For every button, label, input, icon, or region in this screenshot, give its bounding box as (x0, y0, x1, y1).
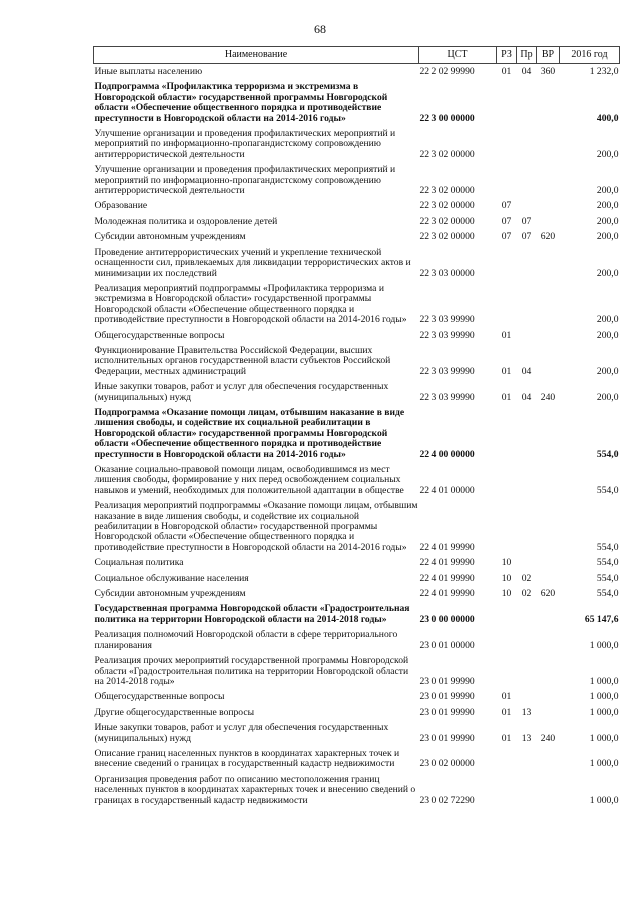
row-vr-cell (537, 653, 560, 689)
row-pr-cell (517, 462, 537, 498)
row-vr-cell (537, 281, 560, 328)
row-name-cell: Оказание социально-правовой помощи лицам, освободившимся из мест лишения свободы, формирование у них перед освобождением социальных навыков и умений, необходимых для положительной адаптации в обществе (94, 464, 404, 496)
row-name-cell: Реализация прочих мероприятий государственной программы Новгородской области «Градостроительная политика на территории Новгородской области на 2014-2018 годы» (94, 655, 409, 687)
row-pr-cell (517, 405, 537, 462)
row-vr-cell (537, 689, 560, 704)
row-name-cell: Организация проведения работ по описанию местоположения границ населенных пунктов в координатах характерных точек и внесению сведений о границах в государственный кадастр недвижимости (94, 773, 416, 806)
row-name-cell: Реализация мероприятий подпрограммы «Оказание помощи лицам, отбывшим наказание в виде лишения свободы, и содействие их социальной реабилитации в Новгородской области» государственной программы Новгородской области «Обеспечение общественного порядка и противодействие преступности в Новгородской области на 2014-2016 годы» (94, 500, 418, 553)
table-body (94, 64, 620, 808)
row-vr-cell (537, 772, 560, 808)
table-row (94, 229, 620, 244)
row-amount-cell: 1 232,0 (589, 66, 619, 77)
row-cst-cell: 22 3 03 00000 (419, 267, 475, 279)
row-amount-cell: 1 000,0 (589, 639, 619, 651)
table-row (94, 64, 620, 80)
row-vr-cell (537, 627, 560, 653)
row-name-cell: Реализация мероприятий подпрограммы «Профилактика терроризма и экстремизма в Новгородской области» государственной программы Новгородской области «Обеспечение общественного порядка и противодействие преступности в Новгородской области на 2014-2016 годы» (94, 282, 407, 326)
row-name-cell: Государственная программа Новгородской области «Градостроительная политика на территории Новгородской области на 2014-2018 годы» (94, 603, 410, 625)
table-row (94, 214, 620, 229)
row-cst-cell: 22 3 03 99990 (419, 391, 475, 403)
row-cst-cell: 23 0 00 00000 (419, 613, 475, 625)
row-pr-cell (517, 162, 537, 198)
row-vr-cell (537, 498, 560, 555)
row-amount-cell: 200,0 (596, 314, 619, 326)
row-amount-cell: 1 000,0 (589, 691, 619, 703)
table-row (94, 627, 620, 653)
row-pr-cell (517, 198, 537, 213)
row-vr-cell: 360 (540, 66, 556, 77)
table-row (94, 126, 620, 162)
table-row (94, 586, 620, 601)
row-pr-cell: 07 (521, 215, 532, 227)
row-name-cell: Иные закупки товаров, работ и услуг для обеспечения государственных (муниципальных) нужд (94, 722, 389, 744)
row-cst-cell: 23 0 01 99990 (419, 732, 475, 744)
row-pr-cell (517, 653, 537, 689)
row-amount-cell: 200,0 (596, 185, 619, 197)
table-row (94, 555, 620, 570)
row-name-cell: Улучшение организации и проведения профилактических мероприятий и мероприятий по информационно-пропагандистскому сопровождению антитеррористической деятельности (94, 164, 396, 197)
row-pr-cell: 07 (521, 231, 532, 243)
row-amount-cell: 1 000,0 (589, 675, 619, 687)
table-row (94, 245, 620, 281)
row-rz-cell (497, 653, 517, 689)
row-cst-cell: 22 3 03 99990 (419, 329, 475, 341)
row-vr-cell (537, 126, 560, 162)
row-vr-cell (537, 198, 560, 213)
row-pr-cell (517, 328, 537, 343)
table-row (94, 79, 620, 126)
row-amount-cell: 200,0 (596, 267, 619, 279)
row-pr-cell: 04 (521, 365, 532, 377)
table-row (94, 328, 620, 343)
row-name-cell: Другие общегосударственные вопросы (94, 706, 255, 718)
column-header-name: Наименование (94, 47, 419, 64)
table-row (94, 405, 620, 462)
column-header-vr: ВР (537, 47, 560, 64)
row-amount-cell: 200,0 (596, 329, 619, 341)
row-cst-cell: 22 4 01 00000 (419, 484, 475, 496)
row-name-cell: Описание границ населенных пунктов в координатах характерных точек и внесение сведений о границах в государственный кадастр недвижимости (94, 747, 400, 770)
row-cst-cell: 22 2 02 99990 (419, 66, 475, 77)
row-cst-cell: 22 3 02 00000 (419, 200, 475, 212)
table-row (94, 281, 620, 328)
row-pr-cell (517, 281, 537, 328)
row-rz-cell (497, 405, 517, 462)
row-rz-cell (497, 79, 517, 126)
row-amount-cell: 1 000,0 (589, 732, 619, 744)
row-rz-cell (497, 627, 517, 653)
row-amount-cell: 200,0 (596, 200, 619, 212)
row-pr-cell: 02 (521, 572, 532, 584)
row-rz-cell (497, 245, 517, 281)
row-cst-cell: 23 0 01 99990 (419, 675, 475, 687)
row-amount-cell: 1 000,0 (589, 758, 619, 770)
row-pr-cell (517, 498, 537, 555)
table-row (94, 746, 620, 772)
row-amount-cell: 1 000,0 (589, 794, 619, 806)
row-rz-cell: 10 (501, 588, 512, 600)
row-pr-cell: 04 (521, 391, 532, 403)
row-rz-cell (497, 772, 517, 808)
table-row (94, 198, 620, 213)
row-cst-cell: 22 4 01 99990 (419, 557, 475, 569)
row-rz-cell: 10 (501, 572, 512, 584)
row-vr-cell (537, 746, 560, 772)
row-name-cell: Социальное обслуживание населения (94, 572, 249, 584)
row-cst-cell: 22 3 02 00000 (419, 185, 475, 197)
row-cst-cell: 23 0 02 72290 (419, 794, 475, 806)
row-pr-cell: 13 (521, 706, 532, 718)
row-cst-cell: 22 3 00 00000 (419, 112, 475, 124)
row-pr-cell (517, 79, 537, 126)
row-pr-cell (517, 627, 537, 653)
row-vr-cell: 620 (540, 588, 556, 600)
row-vr-cell (537, 162, 560, 198)
table-row (94, 498, 620, 555)
row-rz-cell: 01 (501, 329, 512, 341)
row-vr-cell (537, 343, 560, 379)
row-name-cell: Реализация полномочий Новгородской области в сфере территориального планирования (94, 629, 398, 651)
row-name-cell: Молодежная политика и оздоровление детей (94, 215, 278, 227)
row-name-cell: Иные выплаты населению (94, 66, 203, 77)
table-row (94, 705, 620, 720)
row-amount-cell: 554,0 (596, 557, 619, 569)
row-rz-cell: 07 (501, 231, 512, 243)
row-vr-cell: 240 (540, 391, 556, 403)
row-rz-cell (497, 281, 517, 328)
row-cst-cell: 22 3 03 99990 (419, 314, 475, 326)
row-cst-cell: 22 3 02 00000 (419, 148, 475, 160)
row-rz-cell: 01 (501, 706, 512, 718)
row-cst-cell: 22 3 02 00000 (419, 231, 475, 243)
row-rz-cell (497, 462, 517, 498)
row-name-cell: Образование (94, 200, 148, 212)
row-name-cell: Подпрограмма «Профилактика терроризма и экстремизма в Новгородской области» государственной программы Новгородской области «Обеспечение общественного порядка и противодействие преступности в Новгородской области на 2014-2016 годы» (94, 81, 388, 124)
row-name-cell: Подпрограмма «Оказание помощи лицам, отбывшим наказание в виде лишения свободы, и содействие их социальной реабилитации в Новгородской области» государственной программы Новгородской области «Обеспечение общественного порядка и противодействие преступности в Новгородской области на 2014-2016 годы» (94, 406, 405, 460)
row-rz-cell: 01 (501, 391, 512, 403)
row-vr-cell: 620 (540, 231, 556, 243)
table-row (94, 689, 620, 704)
row-amount-cell: 200,0 (596, 391, 619, 403)
row-amount-cell: 200,0 (596, 148, 619, 160)
column-header-pr: Пр (517, 47, 537, 64)
row-pr-cell: 02 (521, 588, 532, 600)
row-name-cell: Субсидии автономным учреждениям (94, 588, 246, 600)
row-vr-cell (537, 705, 560, 720)
table-row (94, 343, 620, 379)
row-amount-cell: 554,0 (596, 572, 619, 584)
row-cst-cell: 23 0 01 00000 (419, 639, 475, 651)
row-name-cell: Проведение антитеррористических учений и укрепление технической оснащенности сил, привлекаемых для ликвидации террористических актов и минимизации их последствий (94, 246, 411, 279)
row-vr-cell (537, 571, 560, 586)
row-name-cell: Улучшение организации и проведения профилактических мероприятий и мероприятий по информационно-пропагандистскому сопровождению антитеррористической деятельности (94, 128, 396, 160)
row-rz-cell (497, 498, 517, 555)
table-header-row (94, 47, 620, 64)
row-name-cell: Общегосударственные вопросы (94, 691, 225, 703)
table-row (94, 720, 620, 746)
row-rz-cell: 01 (501, 732, 512, 744)
row-rz-cell (497, 746, 517, 772)
row-vr-cell (537, 405, 560, 462)
row-vr-cell (537, 214, 560, 229)
row-vr-cell (537, 601, 560, 627)
row-cst-cell: 22 3 03 99990 (419, 365, 475, 377)
column-header-cst: ЦСТ (419, 47, 497, 64)
row-rz-cell (497, 126, 517, 162)
row-amount-cell: 554,0 (596, 588, 619, 600)
row-name-cell: Общегосударственные вопросы (94, 329, 225, 341)
row-name-cell: Социальная политика (94, 557, 184, 569)
row-vr-cell (537, 555, 560, 570)
row-cst-cell: 22 3 02 00000 (419, 215, 475, 227)
row-cst-cell: 22 4 01 99990 (419, 572, 475, 584)
row-pr-cell: 04 (521, 66, 532, 77)
row-rz-cell (497, 601, 517, 627)
row-name-cell: Субсидии автономным учреждениям (94, 231, 246, 243)
row-amount-cell: 200,0 (596, 365, 619, 377)
row-rz-cell: 10 (501, 557, 512, 569)
row-cst-cell: 22 4 00 00000 (419, 448, 475, 460)
row-pr-cell (517, 689, 537, 704)
row-rz-cell (497, 162, 517, 198)
row-vr-cell (537, 328, 560, 343)
row-rz-cell: 01 (501, 365, 512, 377)
row-rz-cell: 01 (501, 66, 512, 77)
page-number: 68 (314, 22, 326, 36)
budget-table (93, 46, 620, 808)
row-cst-cell: 22 4 01 99990 (419, 588, 475, 600)
row-rz-cell: 01 (501, 691, 512, 703)
row-rz-cell: 07 (501, 200, 512, 212)
row-amount-cell: 554,0 (596, 484, 619, 496)
row-amount-cell: 200,0 (596, 215, 619, 227)
row-pr-cell (517, 772, 537, 808)
row-pr-cell (517, 746, 537, 772)
row-amount-cell: 554,0 (596, 448, 619, 460)
table-row (94, 772, 620, 808)
column-header-year: 2016 год (560, 47, 620, 64)
table-row (94, 601, 620, 627)
table-row (94, 653, 620, 689)
row-amount-cell: 200,0 (596, 231, 619, 243)
row-name-cell: Функционирование Правительства Российской Федерации, высших исполнительных органов государственной власти субъектов Российской Федерации, местных администраций (94, 344, 391, 377)
row-name-cell: Иные закупки товаров, работ и услуг для обеспечения государственных (муниципальных) нужд (94, 381, 389, 403)
row-vr-cell: 240 (540, 732, 556, 744)
row-pr-cell (517, 601, 537, 627)
row-cst-cell: 23 0 01 99990 (419, 706, 475, 718)
column-header-rz: РЗ (497, 47, 517, 64)
table-row (94, 571, 620, 586)
row-pr-cell: 13 (521, 732, 532, 744)
row-cst-cell: 22 4 01 99990 (419, 541, 475, 553)
row-vr-cell (537, 79, 560, 126)
row-amount-cell: 65 147,6 (584, 613, 619, 625)
row-vr-cell (537, 462, 560, 498)
row-pr-cell (517, 555, 537, 570)
row-vr-cell (537, 245, 560, 281)
row-pr-cell (517, 245, 537, 281)
row-amount-cell: 400,0 (596, 112, 619, 124)
row-pr-cell (517, 126, 537, 162)
row-amount-cell: 1 000,0 (589, 706, 619, 718)
table-row (94, 462, 620, 498)
table-row (94, 162, 620, 198)
row-cst-cell: 23 0 02 00000 (419, 758, 475, 770)
row-cst-cell: 23 0 01 99990 (419, 691, 475, 703)
row-amount-cell: 554,0 (596, 541, 619, 553)
row-rz-cell: 07 (501, 215, 512, 227)
table-row (94, 379, 620, 405)
